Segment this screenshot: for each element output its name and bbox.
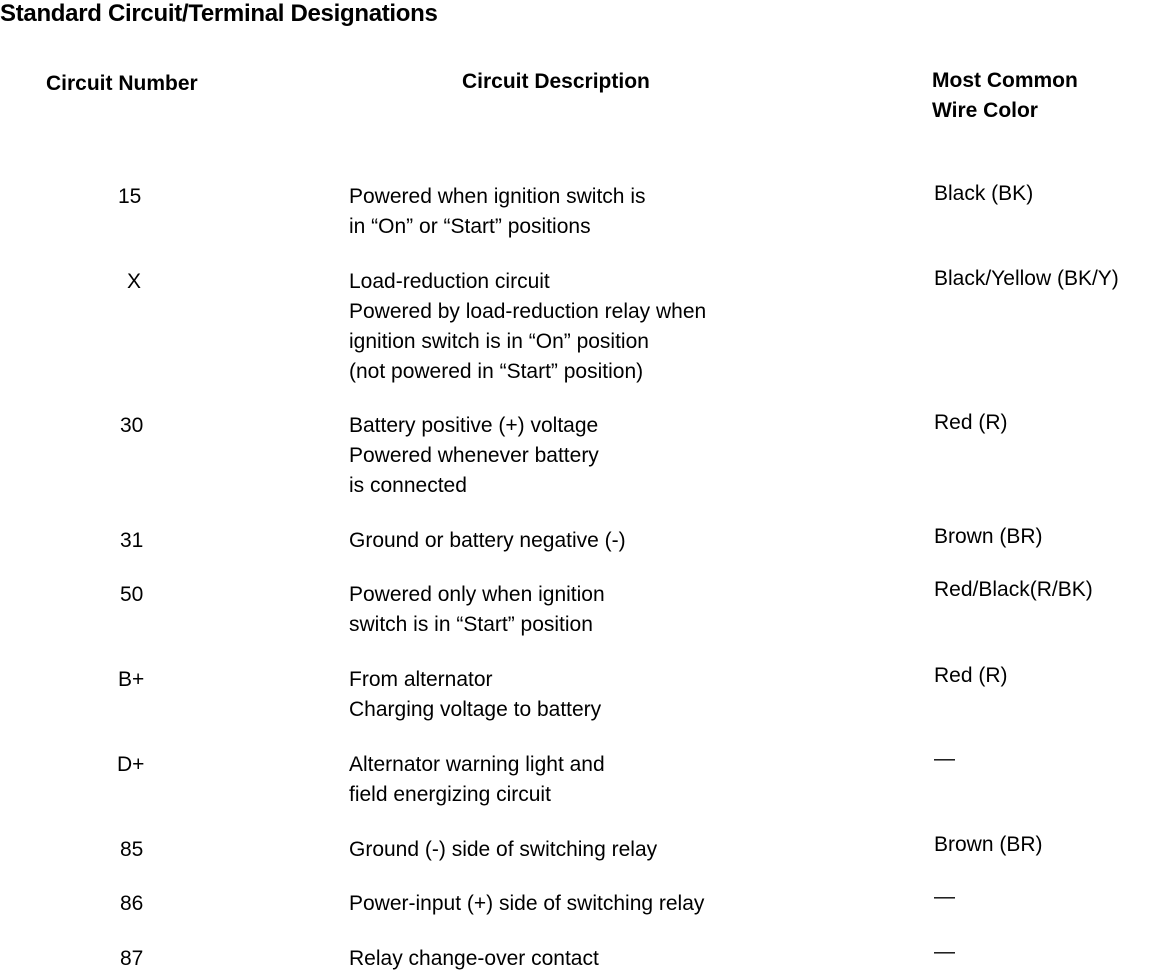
description-line: From alternator	[349, 668, 493, 691]
description-line: Powered by load-reduction relay when	[349, 300, 707, 323]
circuit-description	[349, 580, 605, 640]
description-line: Load-reduction circuit	[349, 270, 550, 293]
circuit-description	[349, 267, 706, 387]
circuit-number: 85	[120, 838, 144, 861]
wire-color: Red/Black(R/BK)	[934, 578, 1093, 601]
circuit-description	[349, 889, 704, 919]
circuit-number: X	[127, 270, 142, 293]
description-line: Powered only when ignition	[349, 583, 605, 606]
column-header-wire-color	[932, 66, 1078, 126]
wire-color: Black (BK)	[934, 182, 1034, 205]
description-line: Charging voltage to battery	[349, 698, 602, 721]
circuit-number: D+	[117, 753, 145, 776]
description-line: Battery positive (+) voltage	[349, 414, 599, 437]
circuit-number: 50	[120, 583, 144, 606]
wire-color: Brown (BR)	[934, 525, 1043, 548]
wire-color: Red (R)	[934, 411, 1008, 434]
circuit-description	[349, 526, 626, 556]
circuit-description	[349, 944, 599, 974]
circuit-description	[349, 835, 657, 865]
wire-color: —	[934, 885, 955, 908]
description-line: switch is in “Start” position	[349, 613, 593, 636]
description-line: Powered whenever battery	[349, 444, 599, 467]
description-line: Powered when ignition switch is	[349, 185, 646, 208]
circuit-number: 31	[120, 529, 144, 552]
wire-color: Black/Yellow (BK/Y)	[934, 267, 1119, 290]
circuit-number: B+	[118, 668, 145, 691]
description-line: is connected	[349, 474, 467, 497]
circuit-number: 15	[118, 185, 142, 208]
description-line: field energizing circuit	[349, 783, 551, 806]
wire-color: Red (R)	[934, 664, 1008, 687]
wire-color: —	[934, 747, 955, 770]
circuit-description	[349, 182, 645, 242]
description-line: Ground (-) side of switching relay	[349, 838, 658, 861]
description-line: ignition switch is in “On” position	[349, 330, 649, 353]
circuit-description	[349, 411, 599, 501]
page-title: Standard Circuit/Terminal Designations	[0, 0, 438, 27]
circuit-number: 30	[120, 414, 144, 437]
circuit-number: 87	[120, 947, 144, 970]
wire-color: —	[934, 940, 955, 963]
column-header-circuit-number: Circuit Number	[46, 72, 198, 95]
column-header-wire-color-line-1: Most Common	[932, 69, 1078, 92]
description-line: in “On” or “Start” positions	[349, 215, 591, 238]
circuit-description	[349, 750, 605, 810]
column-header-circuit-description: Circuit Description	[462, 70, 650, 93]
description-line: Ground or battery negative (-)	[349, 529, 626, 552]
wire-color: Brown (BR)	[934, 833, 1043, 856]
description-line: Relay change-over contact	[349, 947, 599, 970]
circuit-number: 86	[120, 892, 144, 915]
description-line: (not powered in “Start” position)	[349, 360, 644, 383]
circuit-description	[349, 665, 601, 725]
column-header-wire-color-line-2: Wire Color	[932, 99, 1038, 122]
description-line: Power-input (+) side of switching relay	[349, 892, 705, 915]
description-line: Alternator warning light and	[349, 753, 605, 776]
